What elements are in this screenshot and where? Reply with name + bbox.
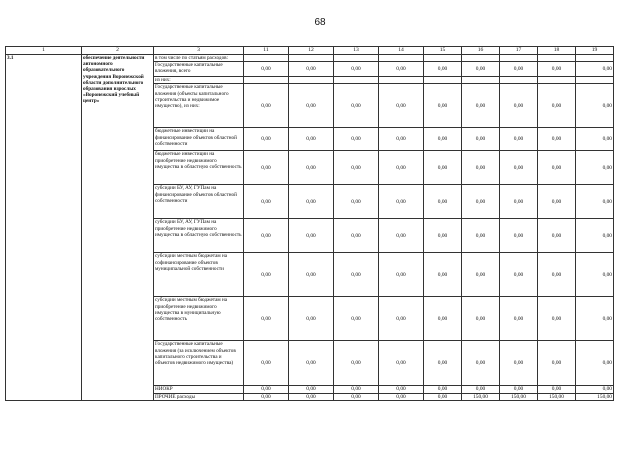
value-cell: 0,00	[538, 62, 576, 77]
value-cell: 0,00	[289, 253, 334, 297]
value-cell: 0,00	[334, 393, 379, 400]
value-cell: 0,00	[379, 84, 424, 128]
value-cell: 0,00	[244, 253, 289, 297]
value-cell: 0,00	[289, 62, 334, 77]
page-number: 68	[314, 17, 326, 28]
value-cell: 0,00	[424, 219, 462, 253]
value-cell: 0,00	[462, 253, 500, 297]
value-cell: 0,00	[424, 84, 462, 128]
expense-label-cell: из них:	[154, 77, 244, 84]
value-cell	[576, 55, 614, 62]
value-cell: 0,00	[500, 297, 538, 341]
value-cell: 0,00	[289, 297, 334, 341]
value-cell: 0,00	[500, 84, 538, 128]
value-cell: 0,00	[424, 151, 462, 185]
expense-label-cell: Государственные капитальные вложения, всего	[154, 62, 244, 77]
expense-label-cell: НИОКР	[154, 386, 244, 393]
header-cell: 11	[244, 47, 289, 55]
value-cell: 0,00	[244, 62, 289, 77]
value-cell: 0,00	[538, 219, 576, 253]
value-cell: 0,00	[244, 393, 289, 400]
value-cell: 0,00	[462, 128, 500, 151]
value-cell: 0,00	[500, 62, 538, 77]
value-cell: 0,00	[462, 84, 500, 128]
value-cell: 0,00	[538, 151, 576, 185]
value-cell: 0,00	[289, 185, 334, 219]
value-cell: 0,00	[424, 185, 462, 219]
value-cell: 0,00	[424, 393, 462, 400]
value-cell: 0,00	[379, 253, 424, 297]
value-cell: 0,00	[379, 219, 424, 253]
value-cell: 150,00	[538, 393, 576, 400]
expense-label-cell: бюджетные инвестиции на приобретение недвижимого имущества в областную собственность	[154, 151, 244, 185]
value-cell	[379, 55, 424, 62]
value-cell	[576, 77, 614, 84]
value-cell: 0,00	[424, 386, 462, 393]
value-cell: 0,00	[379, 341, 424, 386]
value-cell: 0,00	[289, 393, 334, 400]
value-cell: 0,00	[424, 62, 462, 77]
header-cell: 13	[334, 47, 379, 55]
value-cell: 0,00	[334, 128, 379, 151]
value-cell: 0,00	[379, 386, 424, 393]
value-cell	[379, 77, 424, 84]
value-cell: 0,00	[576, 386, 614, 393]
expense-label-cell: субсидии местным бюджетам на софинансирование объектов муниципальной собственности	[154, 253, 244, 297]
value-cell: 0,00	[462, 185, 500, 219]
value-cell: 0,00	[538, 386, 576, 393]
header-cell: 1	[6, 47, 82, 55]
budget-table	[5, 46, 614, 401]
header-cell: 2	[82, 47, 154, 55]
value-cell: 0,00	[244, 128, 289, 151]
header-cell: 12	[289, 47, 334, 55]
value-cell: 0,00	[289, 128, 334, 151]
value-cell: 0,00	[500, 128, 538, 151]
value-cell: 0,00	[334, 297, 379, 341]
value-cell	[289, 55, 334, 62]
value-cell: 0,00	[500, 386, 538, 393]
value-cell: 0,00	[462, 297, 500, 341]
value-cell: 0,00	[244, 151, 289, 185]
value-cell: 0,00	[244, 219, 289, 253]
header-cell: 14	[379, 47, 424, 55]
value-cell: 0,00	[424, 341, 462, 386]
value-cell: 0,00	[244, 386, 289, 393]
value-cell: 0,00	[462, 151, 500, 185]
value-cell: 0,00	[538, 128, 576, 151]
value-cell: 0,00	[289, 151, 334, 185]
value-cell: 0,00	[576, 84, 614, 128]
value-cell: 0,00	[576, 62, 614, 77]
value-cell: 0,00	[424, 128, 462, 151]
expense-label-cell: Государственные капитальные вложения (объекты капитального строительства и недвижимое имущество), из них:	[154, 84, 244, 128]
expense-label-cell: бюджетные инвестиции на финансирование объектов областной собственности	[154, 128, 244, 151]
expense-label-cell: в том числе по статьям расходов:	[154, 55, 244, 62]
value-cell: 0,00	[424, 297, 462, 341]
header-cell: 3	[154, 47, 244, 55]
value-cell	[462, 77, 500, 84]
expense-label-cell: субсидии БУ, АУ, ГУПам на финансирование объектов областной собственности	[154, 185, 244, 219]
value-cell: 0,00	[576, 341, 614, 386]
value-cell: 0,00	[538, 253, 576, 297]
organization-cell: обеспечение деятельности автономного образовательного учреждения Воронежской области дополнительного образования взрослых «Воронежский учебный центр»	[82, 55, 154, 401]
value-cell: 0,00	[379, 297, 424, 341]
value-cell	[462, 55, 500, 62]
value-cell: 0,00	[289, 84, 334, 128]
value-cell: 0,00	[500, 151, 538, 185]
table-row	[6, 55, 614, 62]
value-cell: 0,00	[576, 253, 614, 297]
value-cell: 0,00	[244, 341, 289, 386]
expense-label-cell: ПРОЧИЕ расходы	[154, 393, 244, 400]
expense-label-cell: субсидии местным бюджетам на приобретение недвижимого имущества в муниципальную собственность	[154, 297, 244, 341]
value-cell: 150,00	[462, 393, 500, 400]
value-cell: 0,00	[334, 341, 379, 386]
value-cell	[500, 77, 538, 84]
value-cell: 0,00	[576, 297, 614, 341]
value-cell: 0,00	[289, 341, 334, 386]
value-cell: 0,00	[289, 219, 334, 253]
value-cell: 0,00	[462, 386, 500, 393]
table-body	[6, 47, 614, 401]
value-cell: 0,00	[500, 219, 538, 253]
value-cell: 0,00	[244, 297, 289, 341]
value-cell: 0,00	[334, 151, 379, 185]
value-cell	[334, 55, 379, 62]
value-cell: 0,00	[334, 386, 379, 393]
header-cell: 18	[538, 47, 576, 55]
value-cell: 0,00	[379, 393, 424, 400]
value-cell	[244, 77, 289, 84]
value-cell: 0,00	[576, 128, 614, 151]
value-cell	[244, 55, 289, 62]
value-cell: 0,00	[576, 185, 614, 219]
value-cell: 0,00	[334, 62, 379, 77]
value-cell: 0,00	[576, 219, 614, 253]
value-cell: 0,00	[379, 62, 424, 77]
value-cell: 150,00	[500, 393, 538, 400]
value-cell: 0,00	[576, 151, 614, 185]
value-cell: 0,00	[538, 297, 576, 341]
value-cell: 0,00	[500, 253, 538, 297]
value-cell	[538, 55, 576, 62]
header-row	[6, 47, 614, 55]
value-cell: 0,00	[424, 253, 462, 297]
value-cell: 0,00	[500, 341, 538, 386]
value-cell: 0,00	[538, 84, 576, 128]
header-cell: 19	[576, 47, 614, 55]
value-cell	[538, 77, 576, 84]
value-cell: 0,00	[500, 185, 538, 219]
value-cell: 0,00	[289, 386, 334, 393]
value-cell: 0,00	[334, 253, 379, 297]
value-cell: 0,00	[379, 151, 424, 185]
value-cell: 0,00	[538, 341, 576, 386]
value-cell: 0,00	[244, 185, 289, 219]
value-cell: 0,00	[462, 62, 500, 77]
value-cell: 0,00	[334, 185, 379, 219]
value-cell: 150,00	[576, 393, 614, 400]
row-code-cell: 3.1	[6, 55, 82, 401]
value-cell	[289, 77, 334, 84]
value-cell: 0,00	[334, 84, 379, 128]
header-cell: 17	[500, 47, 538, 55]
value-cell: 0,00	[334, 219, 379, 253]
value-cell: 0,00	[462, 341, 500, 386]
value-cell: 0,00	[379, 185, 424, 219]
expense-label-cell: Государственные капитальные вложения (за исключением объектов капитального строительства и объектов недвижимого имущества)	[154, 341, 244, 386]
value-cell	[334, 77, 379, 84]
value-cell: 0,00	[462, 219, 500, 253]
value-cell: 0,00	[244, 84, 289, 128]
value-cell: 0,00	[379, 128, 424, 151]
value-cell	[424, 55, 462, 62]
header-cell: 15	[424, 47, 462, 55]
expense-label-cell: субсидии БУ, АУ, ГУПам на приобретение недвижимого имущества в областную собственность	[154, 219, 244, 253]
value-cell: 0,00	[538, 185, 576, 219]
value-cell	[424, 77, 462, 84]
header-cell: 16	[462, 47, 500, 55]
value-cell	[500, 55, 538, 62]
